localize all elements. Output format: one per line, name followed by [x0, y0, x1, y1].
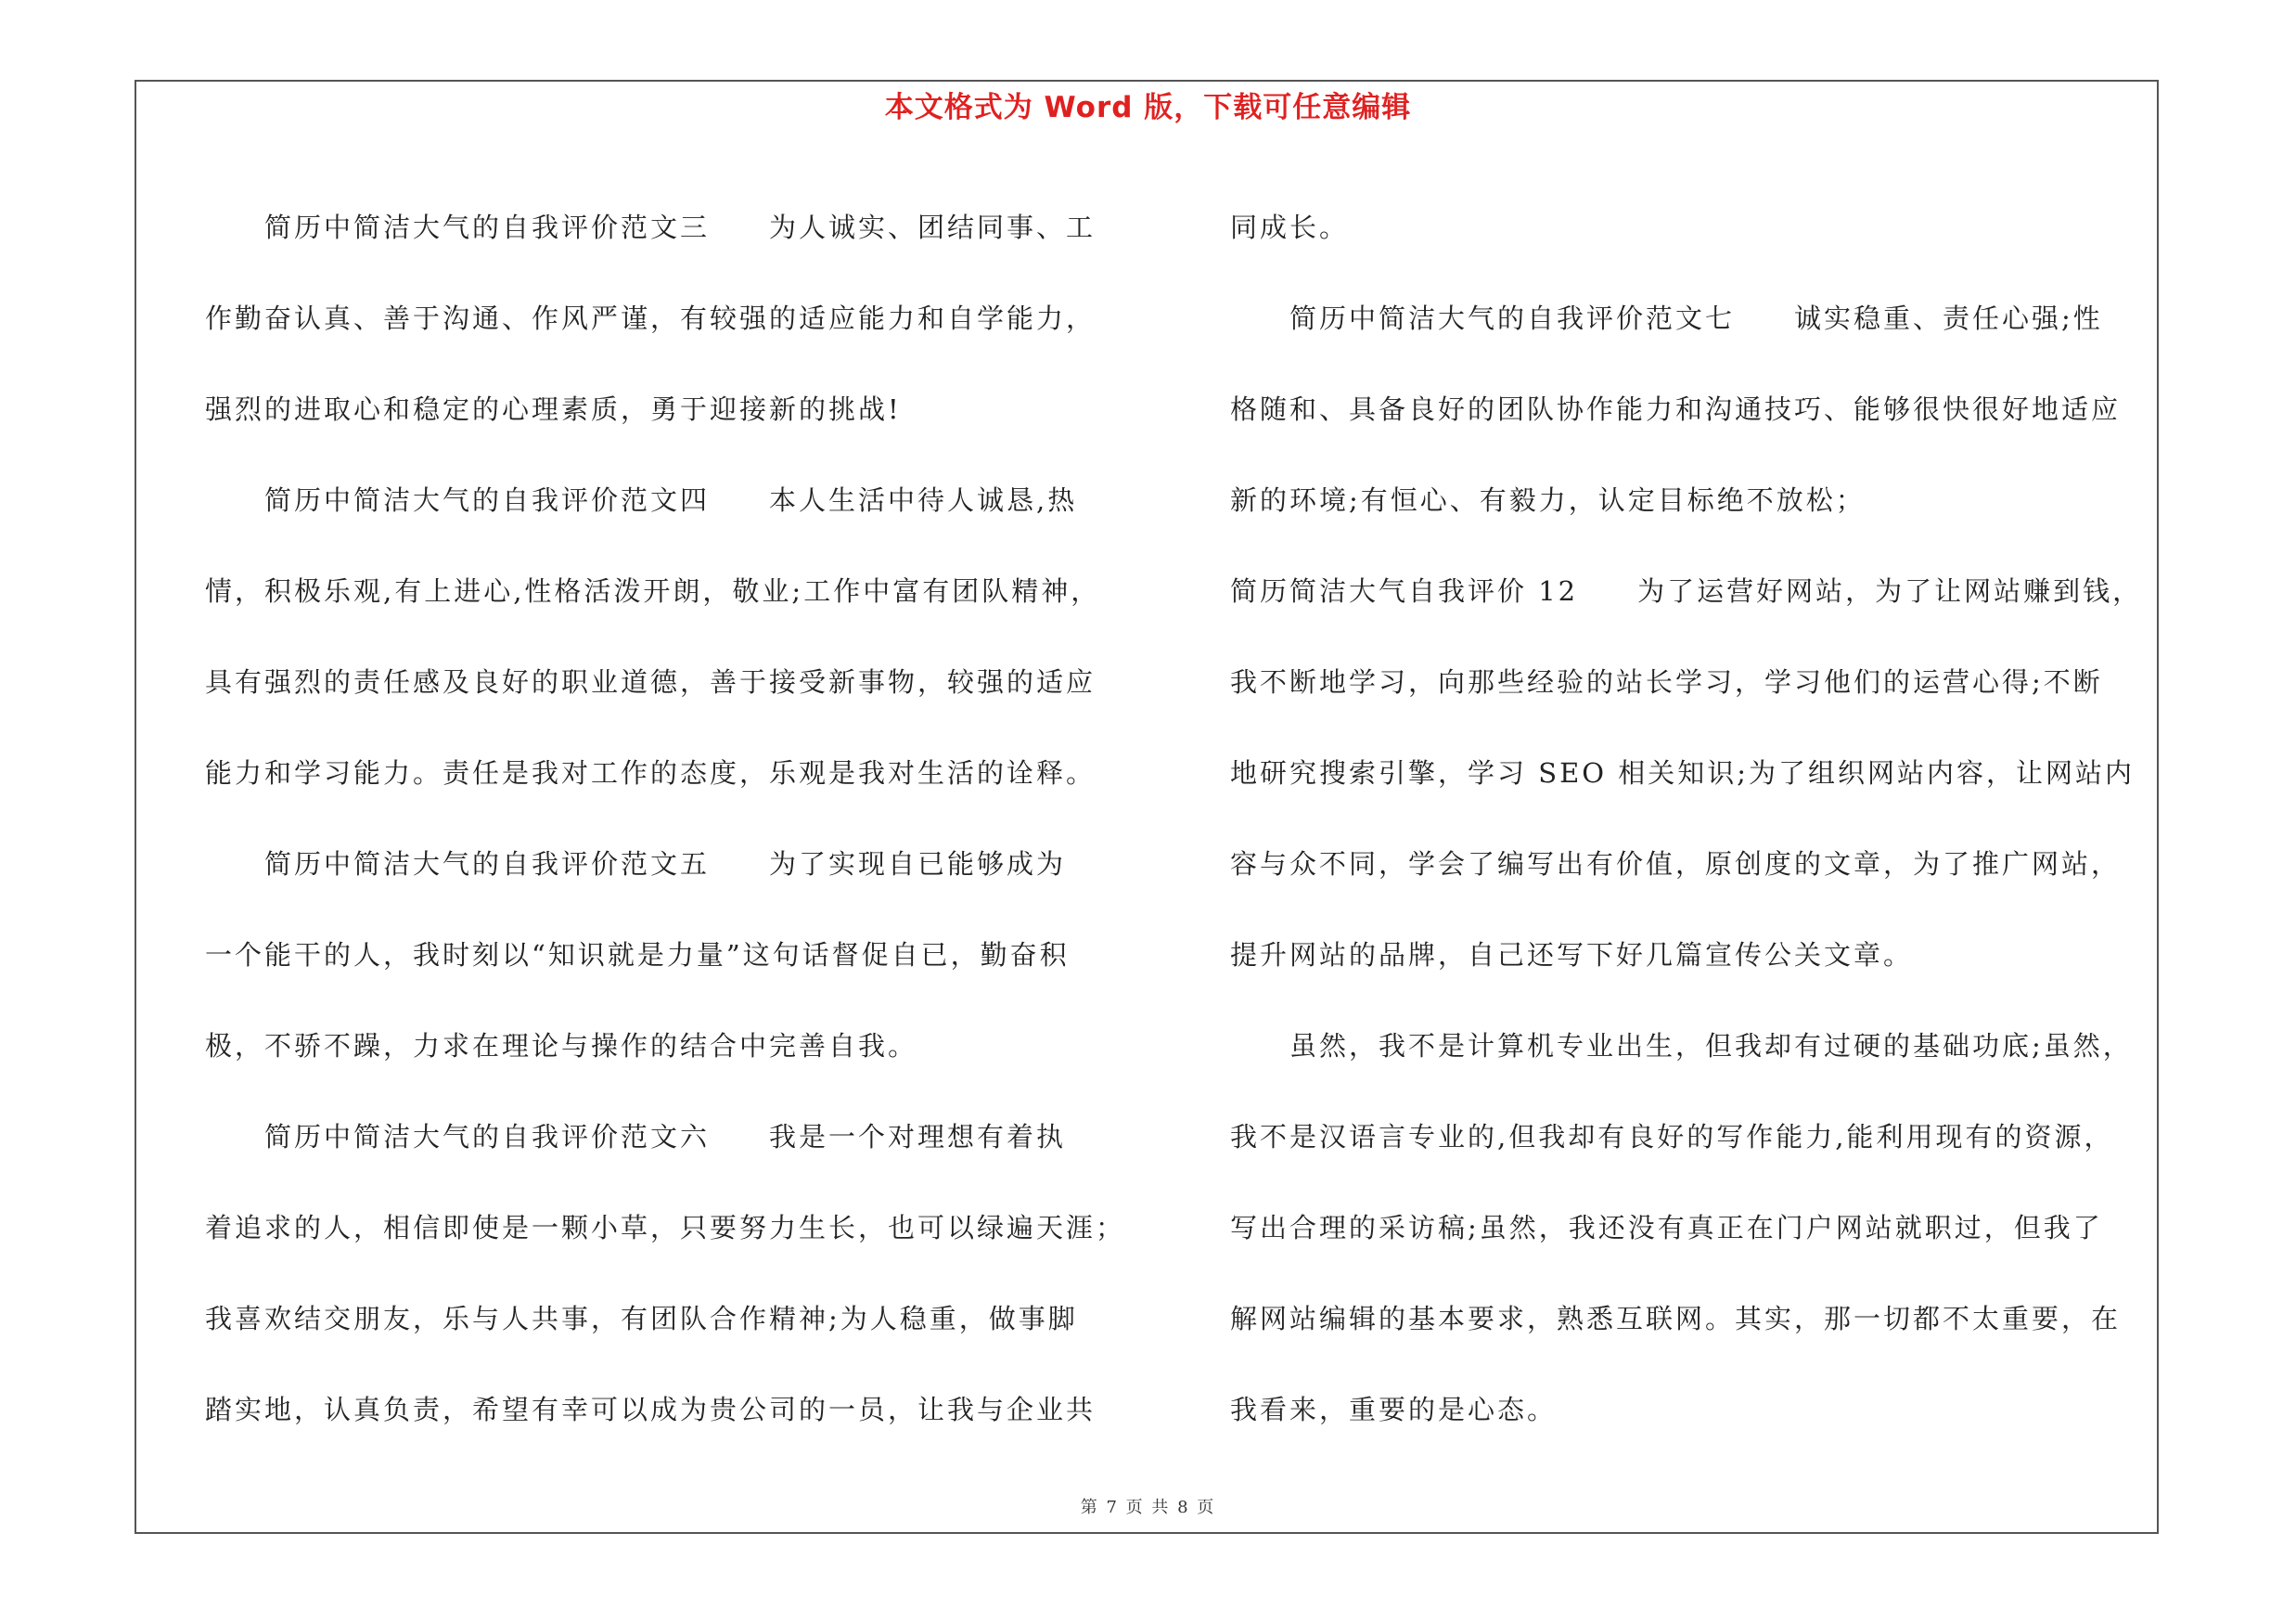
text-line: 解网站编辑的基本要求，熟悉互联网。其实，那一切都不太重要，在 — [1230, 1303, 2122, 1334]
text-line: 同成长。 — [1230, 212, 1350, 243]
text-line: 简历中简洁大气的自我评价范文六 我是一个对理想有着执 — [205, 1121, 1067, 1153]
right-text-column — [1230, 182, 2167, 1455]
text-line: 踏实地，认真负责，希望有幸可以成为贵公司的一员，让我与企业共 — [205, 1394, 1097, 1425]
text-line: 简历中简洁大气的自我评价范文七 诚实稳重、责任心强;性 — [1230, 303, 2103, 334]
word-format-banner: 本文格式为 Word 版，下载可任意编辑 — [884, 91, 1412, 124]
text-line: 简历中简洁大气的自我评价范文四 本人生活中待人诚恳,热 — [205, 484, 1078, 516]
text-line: 情，积极乐观,有上进心,性格活泼开朗，敬业;工作中富有团队精神， — [205, 575, 1101, 607]
text-line: 简历中简洁大气的自我评价范文五 为了实现自已能够成为 — [205, 848, 1067, 880]
text-line: 极，不骄不躁，力求在理论与操作的结合中完善自我。 — [205, 1030, 918, 1062]
text-line: 格随和、具备良好的团队协作能力和沟通技巧、能够很快很好地适应 — [1230, 393, 2122, 425]
text-line: 写出合理的采访稿;虽然，我还没有真正在门户网站就职过，但我了 — [1230, 1212, 2103, 1243]
text-line: 地研究搜索引擎，学习 SEO 相关知识;为了组织网站内容，让网站内 — [1230, 757, 2136, 789]
text-line: 我不断地学习，向那些经验的站长学习，学习他们的运营心得;不断 — [1230, 666, 2103, 698]
text-line: 容与众不同，学会了编写出有价值，原创度的文章，为了推广网站， — [1230, 848, 2122, 880]
text-line: 具有强烈的责任感及良好的职业道德，善于接受新事物，较强的适应 — [205, 666, 1097, 698]
text-line: 作勤奋认真、善于沟通、作风严谨，有较强的适应能力和自学能力， — [205, 303, 1097, 334]
text-line: 新的环境;有恒心、有毅力，认定目标绝不放松； — [1230, 484, 1866, 516]
text-line: 虽然，我不是计算机专业出生，但我却有过硬的基础功底;虽然， — [1230, 1030, 2133, 1062]
left-text-column — [205, 182, 1142, 1455]
text-line: 强烈的进取心和稳定的心理素质，勇于迎接新的挑战! — [205, 393, 902, 425]
text-line: 简历简洁大气自我评价 12 为了运营好网站，为了让网站赚到钱， — [1230, 575, 2143, 607]
text-line: 简历中简洁大气的自我评价范文三 为人诚实、团结同事、工 — [205, 212, 1097, 243]
text-line: 能力和学习能力。责任是我对工作的态度，乐观是我对生活的诠释。 — [205, 757, 1097, 789]
text-line: 我喜欢结交朋友，乐与人共事，有团队合作精神;为人稳重，做事脚 — [205, 1303, 1078, 1334]
text-line: 着追求的人，相信即使是一颗小草，只要努力生长，也可以绿遍天涯； — [205, 1212, 1126, 1243]
text-line: 一个能干的人，我时刻以“知识就是力量”这句话督促自已，勤奋积 — [205, 939, 1070, 971]
text-line: 我看来，重要的是心态。 — [1230, 1394, 1558, 1425]
text-line: 我不是汉语言专业的,但我却有良好的写作能力,能利用现有的资源， — [1230, 1121, 2114, 1153]
text-line: 提升网站的品牌，自己还写下好几篇宣传公关文章。 — [1230, 939, 1914, 971]
page-number-footer: 第 7 页 共 8 页 — [1080, 1498, 1216, 1517]
